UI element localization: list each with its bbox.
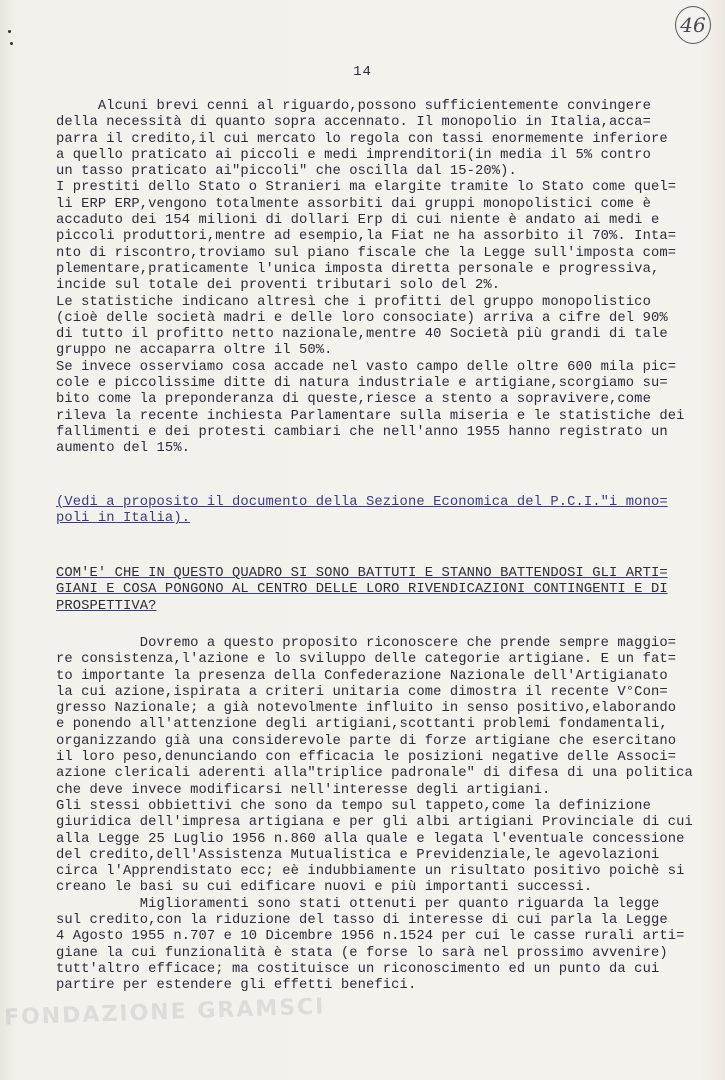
text-line: alla Legge 25 Luglio 1956 n.860 alla quale e legata l'eventuale concessione (56, 831, 685, 847)
text-line: PROSPETTIVA? (56, 598, 157, 614)
text-line: accaduto dei 154 milioni di dollari Erp di cui niente è andato ai medi e (56, 213, 660, 229)
text-line: gruppo ne accaparra oltre il 50%. (56, 343, 333, 359)
text-line: Miglioramenti sono stati ottenuti per quanto riguarda la legge (56, 896, 660, 912)
text-line: Se invece osserviamo cosa accade nel vasto campo delle oltre 600 mila pic= (56, 359, 677, 375)
ink-speck (10, 42, 13, 45)
text-line: del credito,dell'Assistenza Mutualistica e Previdenziale,le agevolazioni (56, 847, 660, 863)
text-line: un tasso praticato ai"piccoli" che oscilla dal 15-20%). (56, 164, 517, 180)
text-line: partire per estendere gli effetti benefici. (56, 978, 417, 994)
text-line: plementare,praticamente l'unica imposta diretta personale e progressiva, (56, 261, 660, 277)
text-line: la cui azione,ispirata a criteri unitaria come dimostra il recente V°Con= (56, 684, 668, 700)
text-line: incide sul totale dei proventi tributari solo del 2%. (56, 278, 501, 294)
text-line: (Vedi a proposito il documento della Sezione Economica del P.C.I."i mono= (56, 495, 668, 510)
text-line: azione clericali aderenti alla"triplice padronale" di difesa di una politica (56, 766, 693, 782)
text-line: Alcuni brevi cenni al riguardo,possono sufficientemente convingere (56, 99, 651, 114)
archive-watermark: FONDAZIONE GRAMSCI (3, 994, 326, 1031)
text-line: to importante la presenza della Confederazione Nazionale dell'Artigianato (56, 668, 668, 684)
text-line: a quello praticato ai piccoli e medi imprenditori(in media il 5% contro (56, 147, 651, 163)
text-line: rileva la recente inchiesta Parlamentare sulla miseria e le statistiche dei (56, 408, 685, 424)
text-line: aumento del 15%. (56, 441, 191, 457)
section-heading (56, 566, 716, 615)
text-line: piccoli produttori,mentre ad esempio,la Fiat ne ha assorbito il 70%. Inta= (56, 229, 677, 245)
text-line: e ponendo all'attenzione degli artigiani,scottanti problemi fondamentali, (56, 717, 668, 733)
text-line: giuridica dell'impresa artigiana e per gli albi artigiani Provinciale di cui (56, 815, 693, 831)
text-line: della necessità di quanto sopra accennato. Il monopolio in Italia,acca= (56, 115, 651, 131)
text-line: cole e piccolissime ditte di natura industriale e artigiane,scorgiamo su= (56, 376, 668, 392)
text-line: bito come la preponderanza di queste,riesce a stento a sopravivere,come (56, 392, 651, 408)
paragraph-monopoly (56, 99, 716, 458)
text-line: I prestiti dello Stato o Stranieri ma elargite tramite lo Stato come quel= (56, 180, 677, 196)
ink-speck (8, 30, 11, 33)
text-line: Dovremo a questo proposito riconoscere che prende sempre maggio= (56, 636, 677, 651)
handwritten-page-number: 46 (675, 6, 711, 44)
text-line: organizzando già una considerevole parte di forze artigiane che esercitano (56, 733, 677, 749)
text-line: il loro peso,denunciando con efficacia le posizioni negative delle Associ= (56, 750, 677, 766)
reference-note (56, 495, 716, 528)
text-line: COM'E' CHE IN QUESTO QUADRO SI SONO BATTUTI E STANNO BATTENDOSI GLI ARTI= (56, 566, 668, 581)
text-line: fallimenti e dei protesti cambiari che nell'anno 1955 hanno registrato un (56, 424, 668, 440)
text-line: nto di riscontro,troviamo sul piano fiscale che la Legge sull'imposta com= (56, 245, 677, 261)
text-line: GIANI E COSA PONGONO AL CENTRO DELLE LORO RIVENDICAZIONI CONTINGENTI E DI (56, 582, 668, 598)
text-line: creano le basi su cui edificare nuovi e più importanti successi. (56, 880, 593, 896)
text-line: che deve invece modificarsi nell'interesse degli artigiani. (56, 782, 551, 798)
text-line: giane la cui funzionalità è stata (e forse lo sarà nel prossimo avvenire) (56, 945, 668, 961)
page-number: 14 (353, 64, 372, 80)
text-line: (cioè delle società madri e delle loro consociate) arriva a cifre del 90% (56, 310, 668, 326)
text-line: li ERP ERP,vengono totalmente assorbiti dai gruppi monopolistici come è (56, 196, 651, 212)
text-line: tutt'altro efficace; ma costituisce un riconoscimento ed un punto da cui (56, 961, 660, 977)
text-line: di tutto il profitto netto nazionale,mentre 40 Società più grandi di tale (56, 327, 668, 343)
text-line: sul credito,con la riduzione del tasso di interesse di cui parla la Legge (56, 913, 668, 929)
text-line: Le statistiche indicano altresì che i profitti del gruppo monopolistico (56, 294, 651, 310)
text-line: parra il credito,il cui mercato lo regola con tassi enormemente inferiore (56, 131, 668, 147)
text-line: re consistenza,l'azione e lo sviluppo delle categorie artigiane. E un fat= (56, 652, 677, 668)
text-line: Gli stessi obbiettivi che sono da tempo sul tappeto,come la definizione (56, 798, 651, 814)
paragraph-artisans (56, 636, 716, 995)
text-line: poli in Italia). (56, 511, 191, 527)
text-line: circa l'Apprendistato ecc; eè indubbiamente un risultato positivo poichè si (56, 864, 685, 880)
text-line: gresso Nazionale; a già notevolmente influito in senso positivo,elaborando (56, 701, 677, 717)
text-line: 4 Agosto 1955 n.707 e 10 Dicembre 1956 n.1524 per cui le casse rurali arti= (56, 929, 685, 945)
